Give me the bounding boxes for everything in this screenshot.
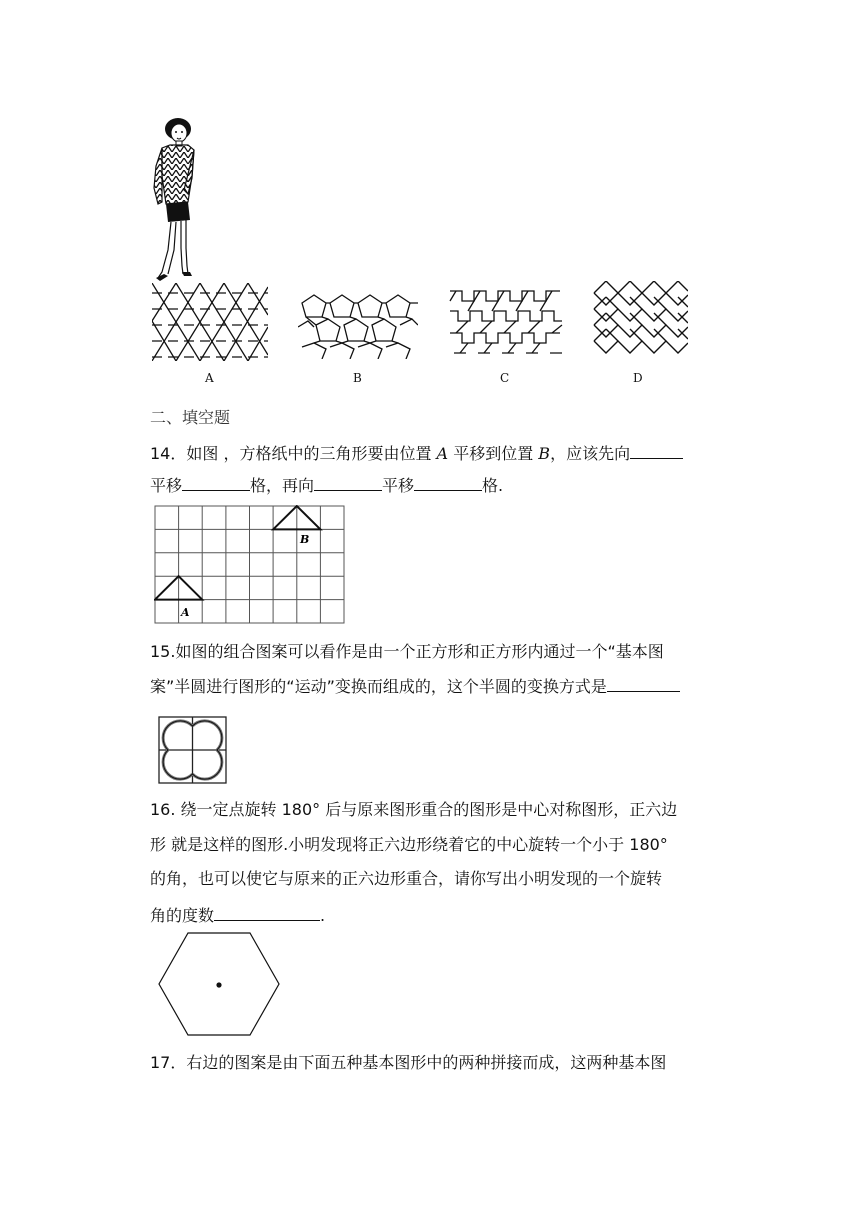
q14-text-a: 平移 xyxy=(150,476,183,495)
q14-blank-2[interactable] xyxy=(182,472,250,491)
q16-line2: 形 就是这样的图形.小明发现将正六边形绕着它的中心旋转一个小于 180° xyxy=(150,835,668,854)
q14-text-post: ，应该先向 xyxy=(550,444,631,463)
q14-text-pre: 14．如图 ，方格纸中的三角形要由位置 xyxy=(150,444,437,463)
hexagon-center-dot xyxy=(216,982,221,987)
woman-figure-image xyxy=(148,116,200,282)
option-d-label: D xyxy=(633,371,643,385)
section-title: 二、填空题 xyxy=(150,408,231,427)
option-a-pattern xyxy=(152,283,268,361)
q16-line4 xyxy=(150,902,325,927)
q16-hexagon-figure xyxy=(156,930,282,1038)
option-b-label: B xyxy=(353,371,362,385)
q16-text: 角的度数 xyxy=(150,906,215,925)
q14-position-a: A xyxy=(436,444,449,463)
q14-text-c: 平移 xyxy=(382,476,415,495)
option-a-label: A xyxy=(205,371,214,385)
q14-text-d: 格. xyxy=(482,476,504,495)
option-c-label: C xyxy=(500,371,510,385)
q14-position-b: B xyxy=(538,444,551,463)
option-d-pattern xyxy=(592,281,688,361)
q14-line2 xyxy=(150,472,503,497)
q15-line2 xyxy=(150,673,680,698)
q15-blank[interactable] xyxy=(607,673,680,692)
q16-blank[interactable] xyxy=(214,902,320,921)
q16-line3: 的角，也可以使它与原来的正六边形重合，请你写出小明发现的一个旋转 xyxy=(150,869,663,888)
q14-text-mid: 平移到位置 xyxy=(448,444,539,463)
option-b-pattern xyxy=(298,289,418,359)
q17-line1: 17．右边的图案是由下面五种基本图形中的两种拼接而成，这两种基本图 xyxy=(150,1053,667,1072)
q14-line1 xyxy=(150,440,683,465)
q15-text: 案”半圆进行图形的“运动”变换而组成的，这个半圆的变换方式是 xyxy=(150,677,607,696)
option-c-pattern xyxy=(448,287,564,359)
q14-text-b: 格，再向 xyxy=(250,476,315,495)
q14-grid-label-a: A xyxy=(181,606,190,619)
q15-pinwheel-figure xyxy=(158,716,228,784)
q14-blank-1[interactable] xyxy=(630,440,683,459)
q15-line1: 15.如图的组合图案可以看作是由一个正方形和正方形内通过一个“基本图 xyxy=(150,642,664,661)
q14-blank-4[interactable] xyxy=(414,472,482,491)
q14-grid-label-b: B xyxy=(300,533,310,546)
q16-line1: 16. 绕一定点旋转 180° 后与原来图形重合的图形是中心对称图形，正六边 xyxy=(150,800,678,819)
q14-grid-figure xyxy=(154,505,346,625)
q14-blank-3[interactable] xyxy=(314,472,382,491)
q16-text-end: . xyxy=(320,906,326,925)
